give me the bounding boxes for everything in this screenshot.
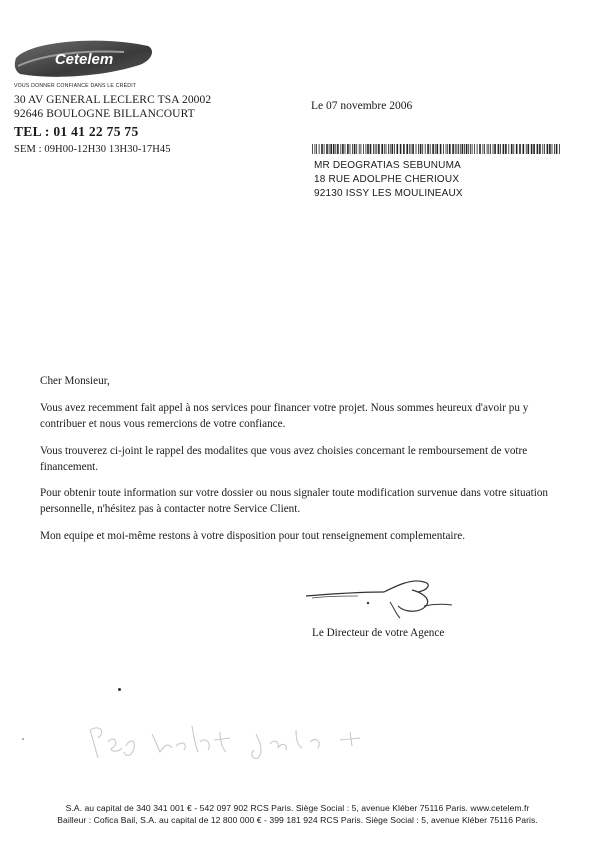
recipient-street: 18 RUE ADOLPHE CHERIOUX — [314, 174, 460, 185]
barcode — [312, 144, 562, 154]
body-paragraph: Mon equipe et moi-même restons à votre disposition pour tout renseignement complementaire. — [40, 530, 466, 542]
letter-date: Le 07 novembre 2006 — [311, 100, 413, 112]
body-paragraph: Vous avez recemment fait appel à nos services pour financer votre projet. Nous sommes heureux d'avoir pu y contribuer et nous vous remercions de votre confiance. — [40, 402, 529, 430]
recipient-name: MR DEOGRATIAS SEBUNUMA — [314, 160, 462, 171]
sender-address-line2: 92646 BOULOGNE BILLANCOURT — [14, 108, 195, 120]
handwritten-signature — [300, 572, 460, 624]
ink-dot — [22, 738, 24, 740]
sender-phone: TEL : 01 41 22 75 75 — [14, 124, 139, 139]
body-paragraph: Pour obtenir toute information sur votre dossier ou nous signaler toute modification survenue dans votre situation personnelle, n'hésitez pas à contacter notre Service Client. — [40, 487, 549, 515]
brand-tagline: VOUS DONNER CONFIANCE DANS LE CRÉDIT — [14, 83, 137, 89]
cetelem-logo — [14, 36, 154, 80]
body-paragraph: Vous trouverez ci-joint le rappel des modalites que vous avez choisies concernant le remboursement de votre financement. — [40, 445, 528, 473]
sender-address-line1: 30 AV GENERAL LECLERC TSA 20002 — [14, 94, 212, 106]
brand-wordmark: Cetelem — [54, 51, 114, 68]
opening-hours: SEM : 09H00-12H30 13H30-17H45 — [14, 144, 171, 155]
legal-footer-line1: S.A. au capital de 340 341 001 € - 542 097 902 RCS Paris. Siège Social : 5, avenue Kléber 75116 Paris. www.cetelem.fr — [65, 803, 530, 813]
ink-dot — [118, 688, 121, 691]
recipient-city: 92130 ISSY LES MOULINEAUX — [314, 188, 463, 199]
faint-handwriting — [60, 712, 380, 762]
salutation: Cher Monsieur, — [40, 375, 110, 387]
signer-title: Le Directeur de votre Agence — [312, 627, 445, 639]
legal-footer-line2: Bailleur : Cofica Bail, S.A. au capital de 12 800 000 € - 399 181 924 RCS Paris. Siège Social : 5, avenue Kléber 75116 Paris. — [57, 815, 538, 825]
